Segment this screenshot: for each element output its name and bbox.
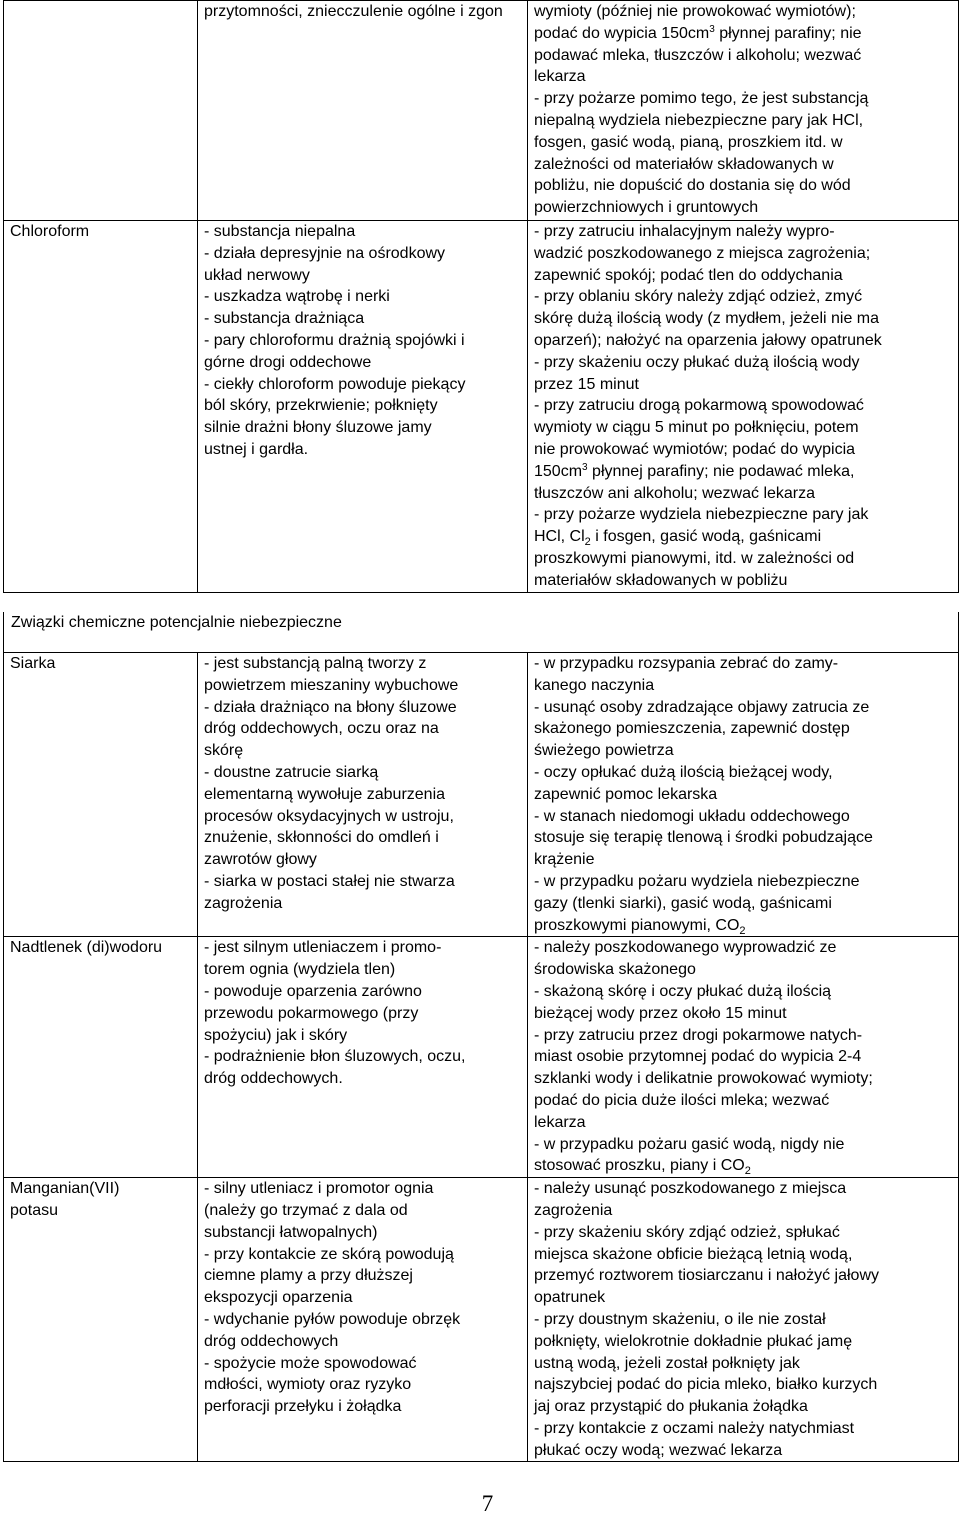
- first-aid-cell: [528, 1, 959, 221]
- aid-line: - w stanach niedomogi układu oddechowego: [534, 807, 850, 825]
- effects-cell: [198, 653, 528, 937]
- effects-line: górne drogi oddechowe: [204, 353, 372, 371]
- first-aid-cell: [528, 937, 959, 1178]
- aid-line: zależności od materiałów składowanych w: [534, 155, 834, 173]
- aid-line: miejsca skażone obficie bieżącą letnią wodą,: [534, 1245, 853, 1263]
- aid-line: - przy skażeniu oczy płukać dużą ilością wody: [534, 353, 860, 371]
- effects-line: ciemne plamy a przy dłuższej: [204, 1267, 413, 1285]
- effects-line: perforacji przełyku i żołądka: [204, 1398, 402, 1416]
- effects-line: zawrotów głowy: [204, 851, 317, 869]
- substance-name: [4, 937, 198, 1178]
- effects-line: znużenie, skłonności do omdleń i: [204, 829, 439, 847]
- aid-line: nie prowokować wymiotów; podać do wypicia: [534, 440, 856, 458]
- aid-line: lekarza: [534, 68, 586, 86]
- page-number: 7: [481, 1491, 494, 1516]
- aid-line: - należy poszkodowanego wyprowadzić ze: [534, 939, 837, 957]
- aid-line: przemyć roztworem tiosiarczanu i nałożyć jałowy: [534, 1267, 879, 1285]
- effects-line: - ciekły chloroform powoduje piekący: [204, 375, 466, 393]
- aid-line: podać do picia duże ilości mleka; wezwać: [534, 1091, 830, 1109]
- effects-cell: [198, 1178, 528, 1462]
- aid-line: ustną wodą, jeżeli został połknięty jak: [534, 1354, 800, 1372]
- effects-line: zagrożenia: [204, 894, 283, 912]
- effects-line: - działa depresyjnie na ośrodkowy: [204, 244, 446, 262]
- aid-line: proszkowymi pianowymi, itd. w zależności od: [534, 549, 855, 567]
- aid-line: powierzchniowych i gruntowych: [534, 199, 759, 217]
- substance-name: [4, 221, 198, 593]
- effects-line: układ nerwowy: [204, 266, 310, 284]
- effects-line: dróg oddechowych.: [204, 1070, 343, 1088]
- aid-line: - przy zatruciu drogą pokarmową spowodować: [534, 397, 864, 415]
- effects-line: dróg oddechowych: [204, 1332, 339, 1350]
- effects-cell: [198, 937, 528, 1178]
- effects-line: dróg oddechowych, oczu oraz na: [204, 720, 439, 738]
- section-heading-row: [4, 612, 959, 653]
- aid-line: - należy usunąć poszkodowanego z miejsca: [534, 1180, 847, 1198]
- aid-line: kanego naczynia: [534, 676, 655, 694]
- effects-cell: [198, 221, 528, 593]
- aid-line: wadzić poszkodowanego z miejsca zagrożenia;: [534, 244, 871, 262]
- effects-line: powietrzem mieszaniny wybuchowe: [204, 676, 459, 694]
- aid-line: połknięty, wielokrotnie dokładnie płukać jamę: [534, 1332, 853, 1350]
- aid-line: płukać oczy wodą; wezwać lekarza: [534, 1441, 783, 1459]
- aid-line: opatrunek: [534, 1289, 606, 1307]
- substance-name-text: Nadtlenek (di)wodoru: [10, 939, 163, 957]
- aid-line: - przy zatruciu przez drogi pokarmowe natych-: [534, 1026, 863, 1044]
- substance-name-text: potasu: [10, 1201, 59, 1219]
- aid-line: materiałów składowanych w pobliżu: [534, 571, 788, 589]
- aid-line: - przy skażeniu skóry zdjąć odzież, spłukać: [534, 1223, 840, 1241]
- effects-cell: [198, 1, 528, 221]
- hazard-table-continued: [3, 0, 959, 593]
- aid-line: stosować proszku, piany i $CO_2$: [534, 1157, 751, 1178]
- aid-line: - przy doustnym skażeniu, o ile nie został: [534, 1310, 826, 1328]
- effects-line: skórę: [204, 742, 244, 760]
- effects-line: - substancja drażniąca: [204, 310, 365, 328]
- aid-line: - w przypadku rozsypania zebrać do zamy-: [534, 655, 839, 672]
- aid-line: niepalną wydziela niebezpieczne pary jak HCl,: [534, 111, 864, 129]
- aid-line: bieżącej wody przez około 15 minut: [534, 1004, 787, 1022]
- aid-line: tłuszczów ani alkoholu; wezwać lekarza: [534, 484, 816, 502]
- substance-name-cell-empty: [4, 1, 198, 221]
- effects-line: - jest substancją palną tworzy z: [204, 655, 427, 672]
- aid-line: lekarza: [534, 1113, 586, 1131]
- effects-line: - doustne zatrucie siarką: [204, 763, 379, 781]
- effects-line: ustnej i gardła.: [204, 440, 309, 458]
- aid-line: świeżego powietrza: [534, 742, 674, 760]
- effects-line: procesów oksydacyjnych w ustroju,: [204, 807, 454, 825]
- aid-line: krążenie: [534, 851, 595, 869]
- aid-line: skażonego pomieszczenia, zapewnić dostęp: [534, 720, 850, 738]
- aid-line: szklanki wody i delikatnie prowokować wymioty;: [534, 1070, 873, 1088]
- effects-line: - wdychanie pyłów powoduje obrzęk: [204, 1310, 461, 1328]
- aid-line: pobliżu, nie dopuścić do dostania się do wód: [534, 177, 851, 195]
- effects-line: - substancja niepalna: [204, 223, 356, 240]
- effects-line: przewodu pokarmowego (przy: [204, 1004, 419, 1022]
- aid-line: podawać mleka, tłuszczów i alkoholu; wezwać: [534, 46, 862, 64]
- effects-line: - działa drażniąco na błony śluzowe: [204, 698, 457, 716]
- effects-line: ból skóry, przekrwienie; połknięty: [204, 397, 438, 415]
- aid-line: - przy oblaniu skóry należy zdjąć odzież, zmyć: [534, 288, 863, 306]
- table-row-chloroform: [4, 221, 959, 593]
- effects-line: - uszkadza wątrobę i nerki: [204, 288, 390, 306]
- effects-line: - podrażnienie błon śluzowych, oczu,: [204, 1048, 466, 1066]
- substance-name-text: Chloroform: [10, 223, 90, 240]
- hazard-table: [3, 612, 959, 1462]
- aid-line: - przy pożarze wydziela niebezpieczne pary jak: [534, 506, 869, 524]
- aid-line: wymioty w ciągu 5 minut po połknięciu, potem: [534, 419, 859, 437]
- aid-line: zapewnić spokój; podać tlen do oddychania: [534, 266, 843, 284]
- aid-line: środowiska skażonego: [534, 961, 696, 979]
- effects-line: - pary chloroformu drażnią spojówki i: [204, 331, 465, 349]
- table-row-manganian: [4, 1178, 959, 1462]
- effects-line: - powoduje oparzenia zarówno: [204, 982, 422, 1000]
- aid-line: - przy pożarze pomimo tego, że jest substancją: [534, 90, 869, 108]
- aid-line: gazy (tlenki siarki), gasić wodą, gaśnicami: [534, 894, 832, 912]
- aid-line: - usunąć osoby zdradzające objawy zatrucia ze: [534, 698, 870, 716]
- aid-line: zagrożenia: [534, 1201, 613, 1219]
- substance-name: [4, 1178, 198, 1462]
- aid-line: oparzeń); nałożyć na oparzenia jałowy opatrunek: [534, 331, 882, 349]
- table-row-siarka: [4, 653, 959, 937]
- effects-line: - siarka w postaci stałej nie stwarza: [204, 872, 455, 890]
- aid-line: - w przypadku pożaru gasić wodą, nigdy nie: [534, 1135, 845, 1153]
- aid-line: stosuje się terapię tlenową i środki pobudzające: [534, 829, 873, 847]
- effects-line: - jest silnym utleniaczem i promo-: [204, 939, 442, 957]
- aid-line: - przy zatruciu inhalacyjnym należy wypro-: [534, 223, 835, 240]
- aid-line: fosgen, gasić wodą, pianą, proszkiem itd. w: [534, 133, 843, 151]
- aid-line: miast osobie przytomnej podać do wypicia 2-4: [534, 1048, 862, 1066]
- effects-line: mdłości, wymioty oraz ryzyko: [204, 1376, 412, 1394]
- aid-line: HCl, $Cl_2$ i fosgen, gasić wodą, gaśnicami: [534, 528, 822, 549]
- effects-line: torem ognia (wydziela tlen): [204, 961, 396, 979]
- effects-text: przytomności, zniecczulenie ogólne i zgon: [204, 3, 503, 20]
- aid-line: skórę dużą ilością wody (z mydłem, jeżeli nie ma: [534, 310, 880, 328]
- effects-line: spożyciu) jak i skóry: [204, 1026, 348, 1044]
- effects-line: elementarną wywołuje zaburzenia: [204, 785, 446, 803]
- first-aid-cell: [528, 221, 959, 593]
- effects-line: substancji łatwopalnych): [204, 1223, 378, 1241]
- aid-line: podać do wypicia $150cm^3$ płynnej parafiny; nie: [534, 23, 862, 42]
- aid-line: zapewnić pomoc lekarska: [534, 785, 718, 803]
- effects-line: - spożycie może spowodować: [204, 1354, 417, 1372]
- aid-line: proszkowymi pianowymi, $CO_2$: [534, 916, 746, 937]
- effects-line: - silny utleniacz i promotor ognia: [204, 1180, 434, 1198]
- first-aid-cell: [528, 1178, 959, 1462]
- aid-line: najszybciej podać do picia mleko, białko kurzych: [534, 1376, 878, 1394]
- aid-line: - przy kontakcie z oczami należy natychmiast: [534, 1419, 855, 1437]
- aid-line: $150cm^3$ płynnej parafiny; nie podawać mleka,: [534, 461, 855, 480]
- aid-line: jaj oraz przystąpić do płukania żołądka: [534, 1398, 808, 1416]
- table-row-nadtlenek: [4, 937, 959, 1178]
- substance-name-text: Siarka: [10, 655, 56, 672]
- substance-name-text: Manganian(VII): [10, 1180, 120, 1198]
- section-heading: [4, 612, 959, 653]
- aid-line: - w przypadku pożaru wydziela niebezpieczne: [534, 872, 860, 890]
- aid-line: przez 15 minut: [534, 375, 639, 393]
- effects-line: ekspozycji oparzenia: [204, 1289, 353, 1307]
- first-aid-cell: [528, 653, 959, 937]
- aid-line: - skażoną skórę i oczy płukać dużą ilością: [534, 982, 832, 1000]
- table-row-continued: [4, 1, 959, 221]
- effects-line: - przy kontakcie ze skórą powodują: [204, 1245, 454, 1263]
- effects-line: (należy go trzymać z dala od: [204, 1201, 408, 1219]
- aid-line: - oczy opłukać dużą ilością bieżącej wody,: [534, 763, 833, 781]
- aid-line: wymioty (później nie prowokować wymiotów);: [534, 3, 856, 20]
- substance-name: [4, 653, 198, 937]
- section-heading-text: Związki chemiczne potencjalnie niebezpieczne: [11, 614, 342, 631]
- effects-line: silnie drażni błony śluzowe jamy: [204, 419, 432, 437]
